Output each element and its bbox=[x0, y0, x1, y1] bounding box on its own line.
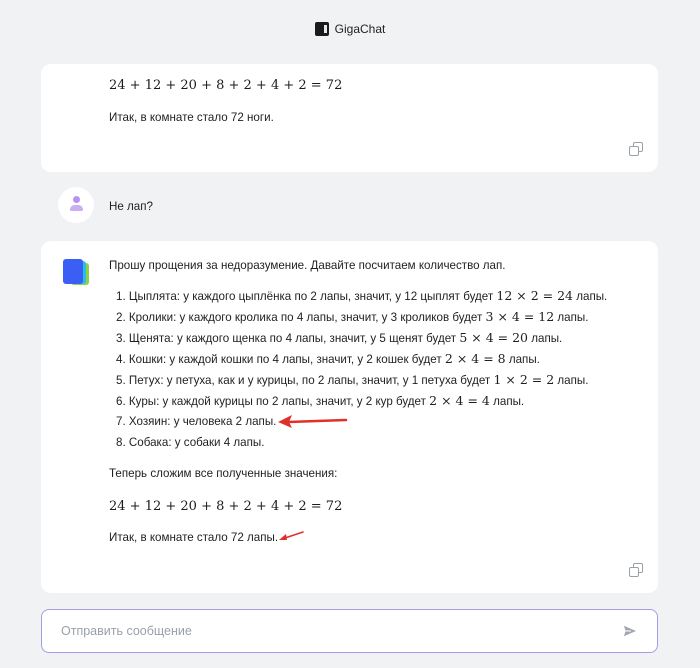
message-input-placeholder: Отправить сообщение bbox=[61, 624, 192, 638]
app-name: GigaChat bbox=[334, 22, 386, 36]
list-item: 6. Куры: у каждой курицы по 2 лапы, значит, у 2 кур будет 2 × 4 = 4 лапы. bbox=[116, 393, 525, 408]
gigachat-logo-icon bbox=[315, 22, 329, 36]
list-item: 2. Кролики: у каждого кролика по 4 лапы, значит, у 3 кроликов будет 3 × 4 = 12 лапы. bbox=[116, 309, 589, 324]
count-list bbox=[116, 287, 607, 455]
conclusion-text: Итак, в комнате стало 72 лапы. bbox=[109, 531, 279, 544]
brand bbox=[315, 22, 386, 36]
user-avatar-icon bbox=[58, 187, 94, 223]
equation: 24 + 12 + 20 + 8 + 2 + 4 + 2 = 72 bbox=[109, 499, 343, 514]
assistant-intro: Прошу прощения за недоразумение. Давайте посчитаем количество лап. bbox=[109, 259, 506, 272]
summary-intro: Теперь сложим все полученные значения: bbox=[109, 467, 338, 480]
copy-icon[interactable] bbox=[629, 563, 641, 575]
annotation-arrow-icon bbox=[276, 528, 306, 544]
list-item: 1. Цыплята: у каждого цыплёнка по 2 лапы, значит, у 12 цыплят будет 12 × 2 = 24 лапы. bbox=[116, 288, 608, 303]
list-item: 4. Кошки: у каждой кошки по 4 лапы, значит, у 2 кошек будет 2 × 4 = 8 лапы. bbox=[116, 351, 540, 366]
app-header bbox=[0, 22, 700, 39]
message-input[interactable] bbox=[41, 609, 658, 653]
list-item: 7. Хозяин: у человека 2 лапы. bbox=[116, 415, 277, 428]
list-item: 5. Петух: у петуха, как и у курицы, по 2 лапы, значит, у 1 петуха будет 1 × 2 = 2 лапы. bbox=[116, 372, 589, 387]
annotation-arrow-icon bbox=[276, 412, 348, 430]
list-item: 3. Щенята: у каждого щенка по 4 лапы, значит, у 5 щенят будет 5 × 4 = 20 лапы. bbox=[116, 330, 563, 345]
send-icon[interactable] bbox=[623, 624, 637, 638]
list-item: 8. Собака: у собаки 4 лапы. bbox=[116, 436, 265, 449]
equation: 24 + 12 + 20 + 8 + 2 + 4 + 2 = 72 bbox=[109, 78, 343, 93]
conclusion-text: Итак, в комнате стало 72 ноги. bbox=[109, 111, 274, 124]
gigachat-avatar-icon bbox=[63, 259, 89, 285]
copy-icon[interactable] bbox=[629, 142, 641, 154]
user-message: Не лап? bbox=[109, 200, 153, 213]
